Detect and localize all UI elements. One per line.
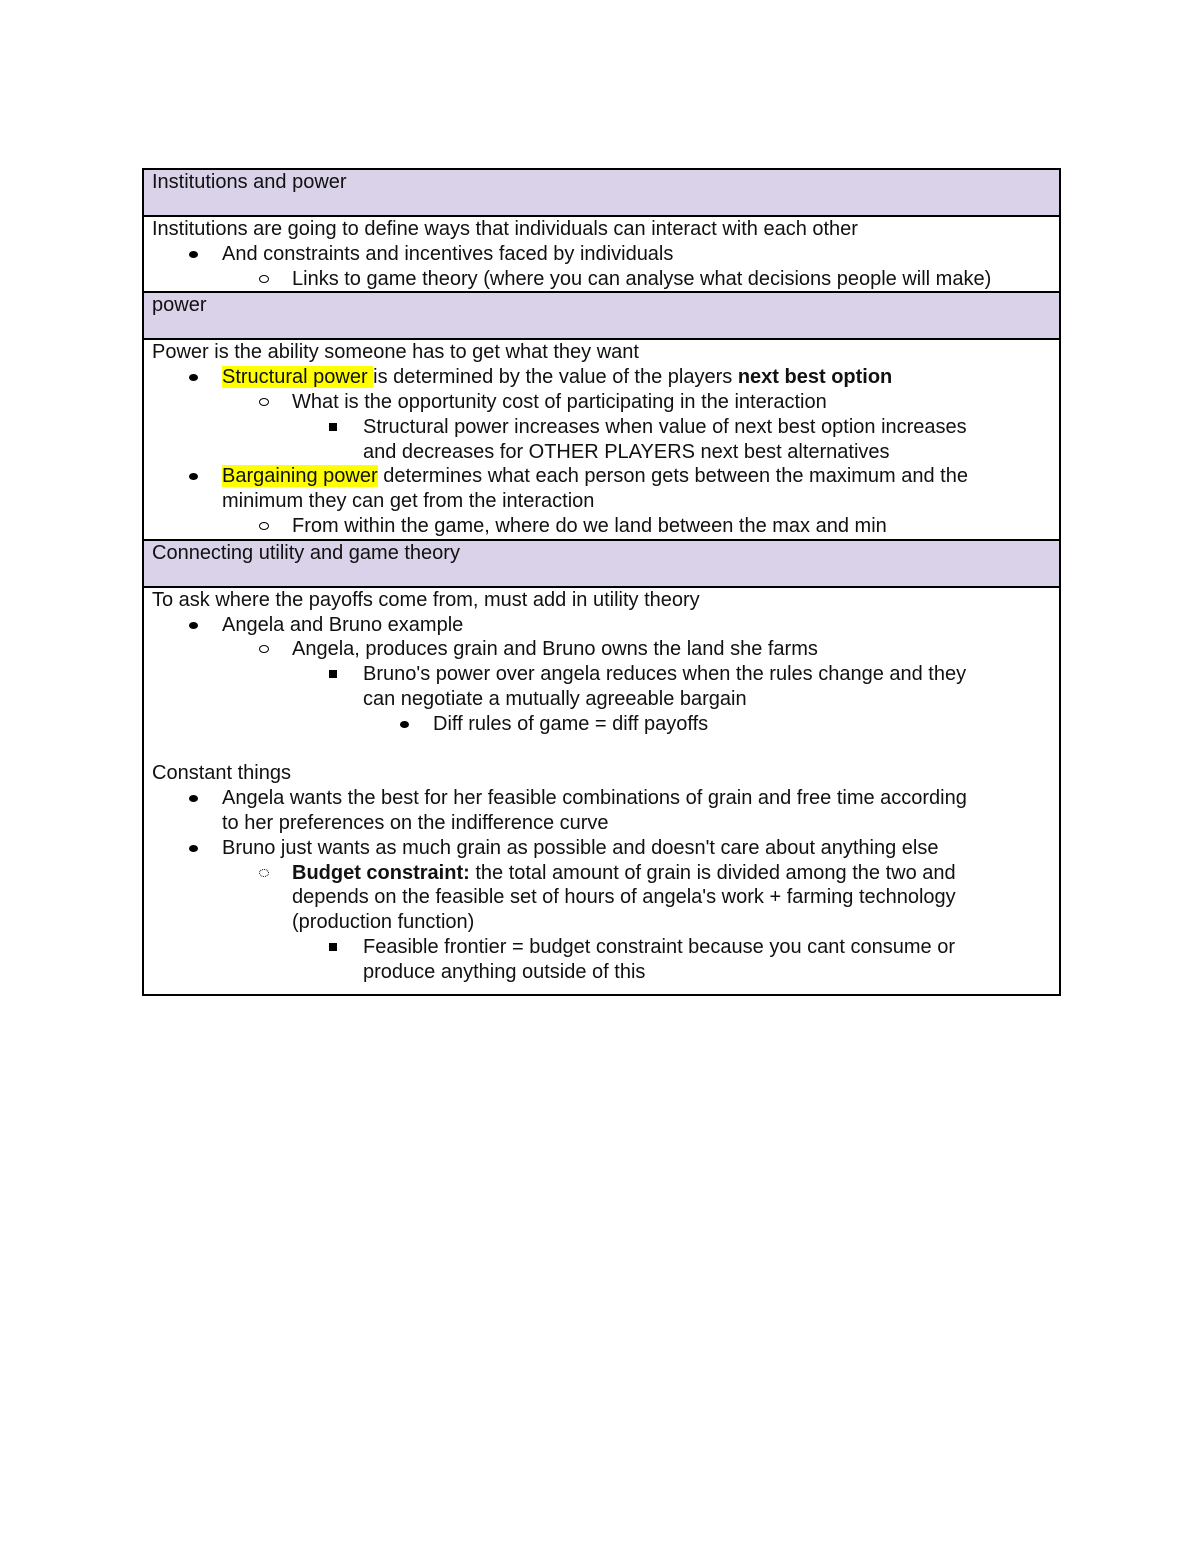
list-item: Bruno just wants as much grain as possible and doesn't care about anything else xyxy=(152,836,1051,861)
list-item: Feasible frontier = budget constraint because you cant consume or produce anything outside of this xyxy=(152,935,1051,985)
section-body-row xyxy=(143,339,1060,539)
list-item: Bruno's power over angela reduces when the rules change and they can negotiate a mutually agreeable bargain xyxy=(152,662,1051,712)
intro-text: Power is the ability someone has to get what they want xyxy=(152,341,639,364)
bullet-circle-icon xyxy=(259,398,269,406)
bullet-disc-icon xyxy=(189,374,198,381)
bullet-disc-icon xyxy=(189,795,198,802)
intro-text: Institutions are going to define ways that individuals can interact with each other xyxy=(152,218,858,240)
bullet-circle-icon xyxy=(259,645,269,653)
bold-term: next best option xyxy=(737,366,893,389)
notes-table xyxy=(142,168,1061,996)
bullet-disc-icon xyxy=(189,622,198,629)
list-item: And constraints and incentives faced by individuals xyxy=(152,242,1051,267)
bullet-disc-icon xyxy=(189,251,198,258)
list-item: From within the game, where do we land between the max and min xyxy=(152,514,1051,539)
spacer xyxy=(152,737,1051,762)
highlighted-term: Structural power xyxy=(222,366,374,389)
section-header-row xyxy=(143,169,1060,216)
list-item: What is the opportunity cost of participating in the interaction xyxy=(152,390,1051,415)
notes-document xyxy=(142,168,1061,996)
list-item: Links to game theory (where you can analyse what decisions people will make) xyxy=(152,267,1051,292)
list-item: Angela wants the best for her feasible combinations of grain and free time according to her preferences on the indifference curve xyxy=(152,786,1051,836)
bullet-disc-icon xyxy=(400,721,409,728)
section-body-row xyxy=(143,587,1060,995)
section-header-row xyxy=(143,540,1060,587)
bullet-square-icon xyxy=(329,670,337,678)
list-item: Bargaining power determines what each person gets between the maximum and the minimum they can get from the interaction xyxy=(152,464,1051,514)
list-item: Angela and Bruno example xyxy=(152,613,1051,638)
highlighted-term: Bargaining power xyxy=(222,465,378,488)
bold-term: Budget constraint: xyxy=(292,861,470,884)
bullet-square-icon xyxy=(329,943,337,951)
section-body-row xyxy=(143,216,1060,292)
bullet-disc-icon xyxy=(189,473,198,480)
section-body xyxy=(143,587,1060,995)
section-header: power xyxy=(143,292,1060,339)
intro-text: To ask where the payoffs come from, must add in utility theory xyxy=(152,588,700,611)
section-header-row xyxy=(143,292,1060,339)
list-item: Structural power is determined by the value of the players next best option xyxy=(152,365,1051,390)
list-item: Diff rules of game = diff payoffs xyxy=(152,712,1051,737)
section-body xyxy=(143,216,1060,292)
section-header: Institutions and power xyxy=(143,169,1060,216)
bullet-dotted-circle-icon xyxy=(259,869,269,877)
list-item: Structural power increases when value of next best option increases and decreases for OTHER PLAYERS next best alternatives xyxy=(152,415,1051,465)
list-item: Budget constraint: the total amount of grain is divided among the two and depends on the feasible set of hours of angela's work + farming technology (production function) xyxy=(152,861,1051,935)
section-header: Connecting utility and game theory xyxy=(143,540,1060,587)
list-item: Angela, produces grain and Bruno owns the land she farms xyxy=(152,637,1051,662)
subheading-text: Constant things xyxy=(152,762,291,785)
section-body xyxy=(143,339,1060,539)
bullet-circle-icon xyxy=(259,522,269,530)
bullet-circle-icon xyxy=(259,275,269,283)
bullet-square-icon xyxy=(329,423,337,431)
bullet-disc-icon xyxy=(189,845,198,852)
